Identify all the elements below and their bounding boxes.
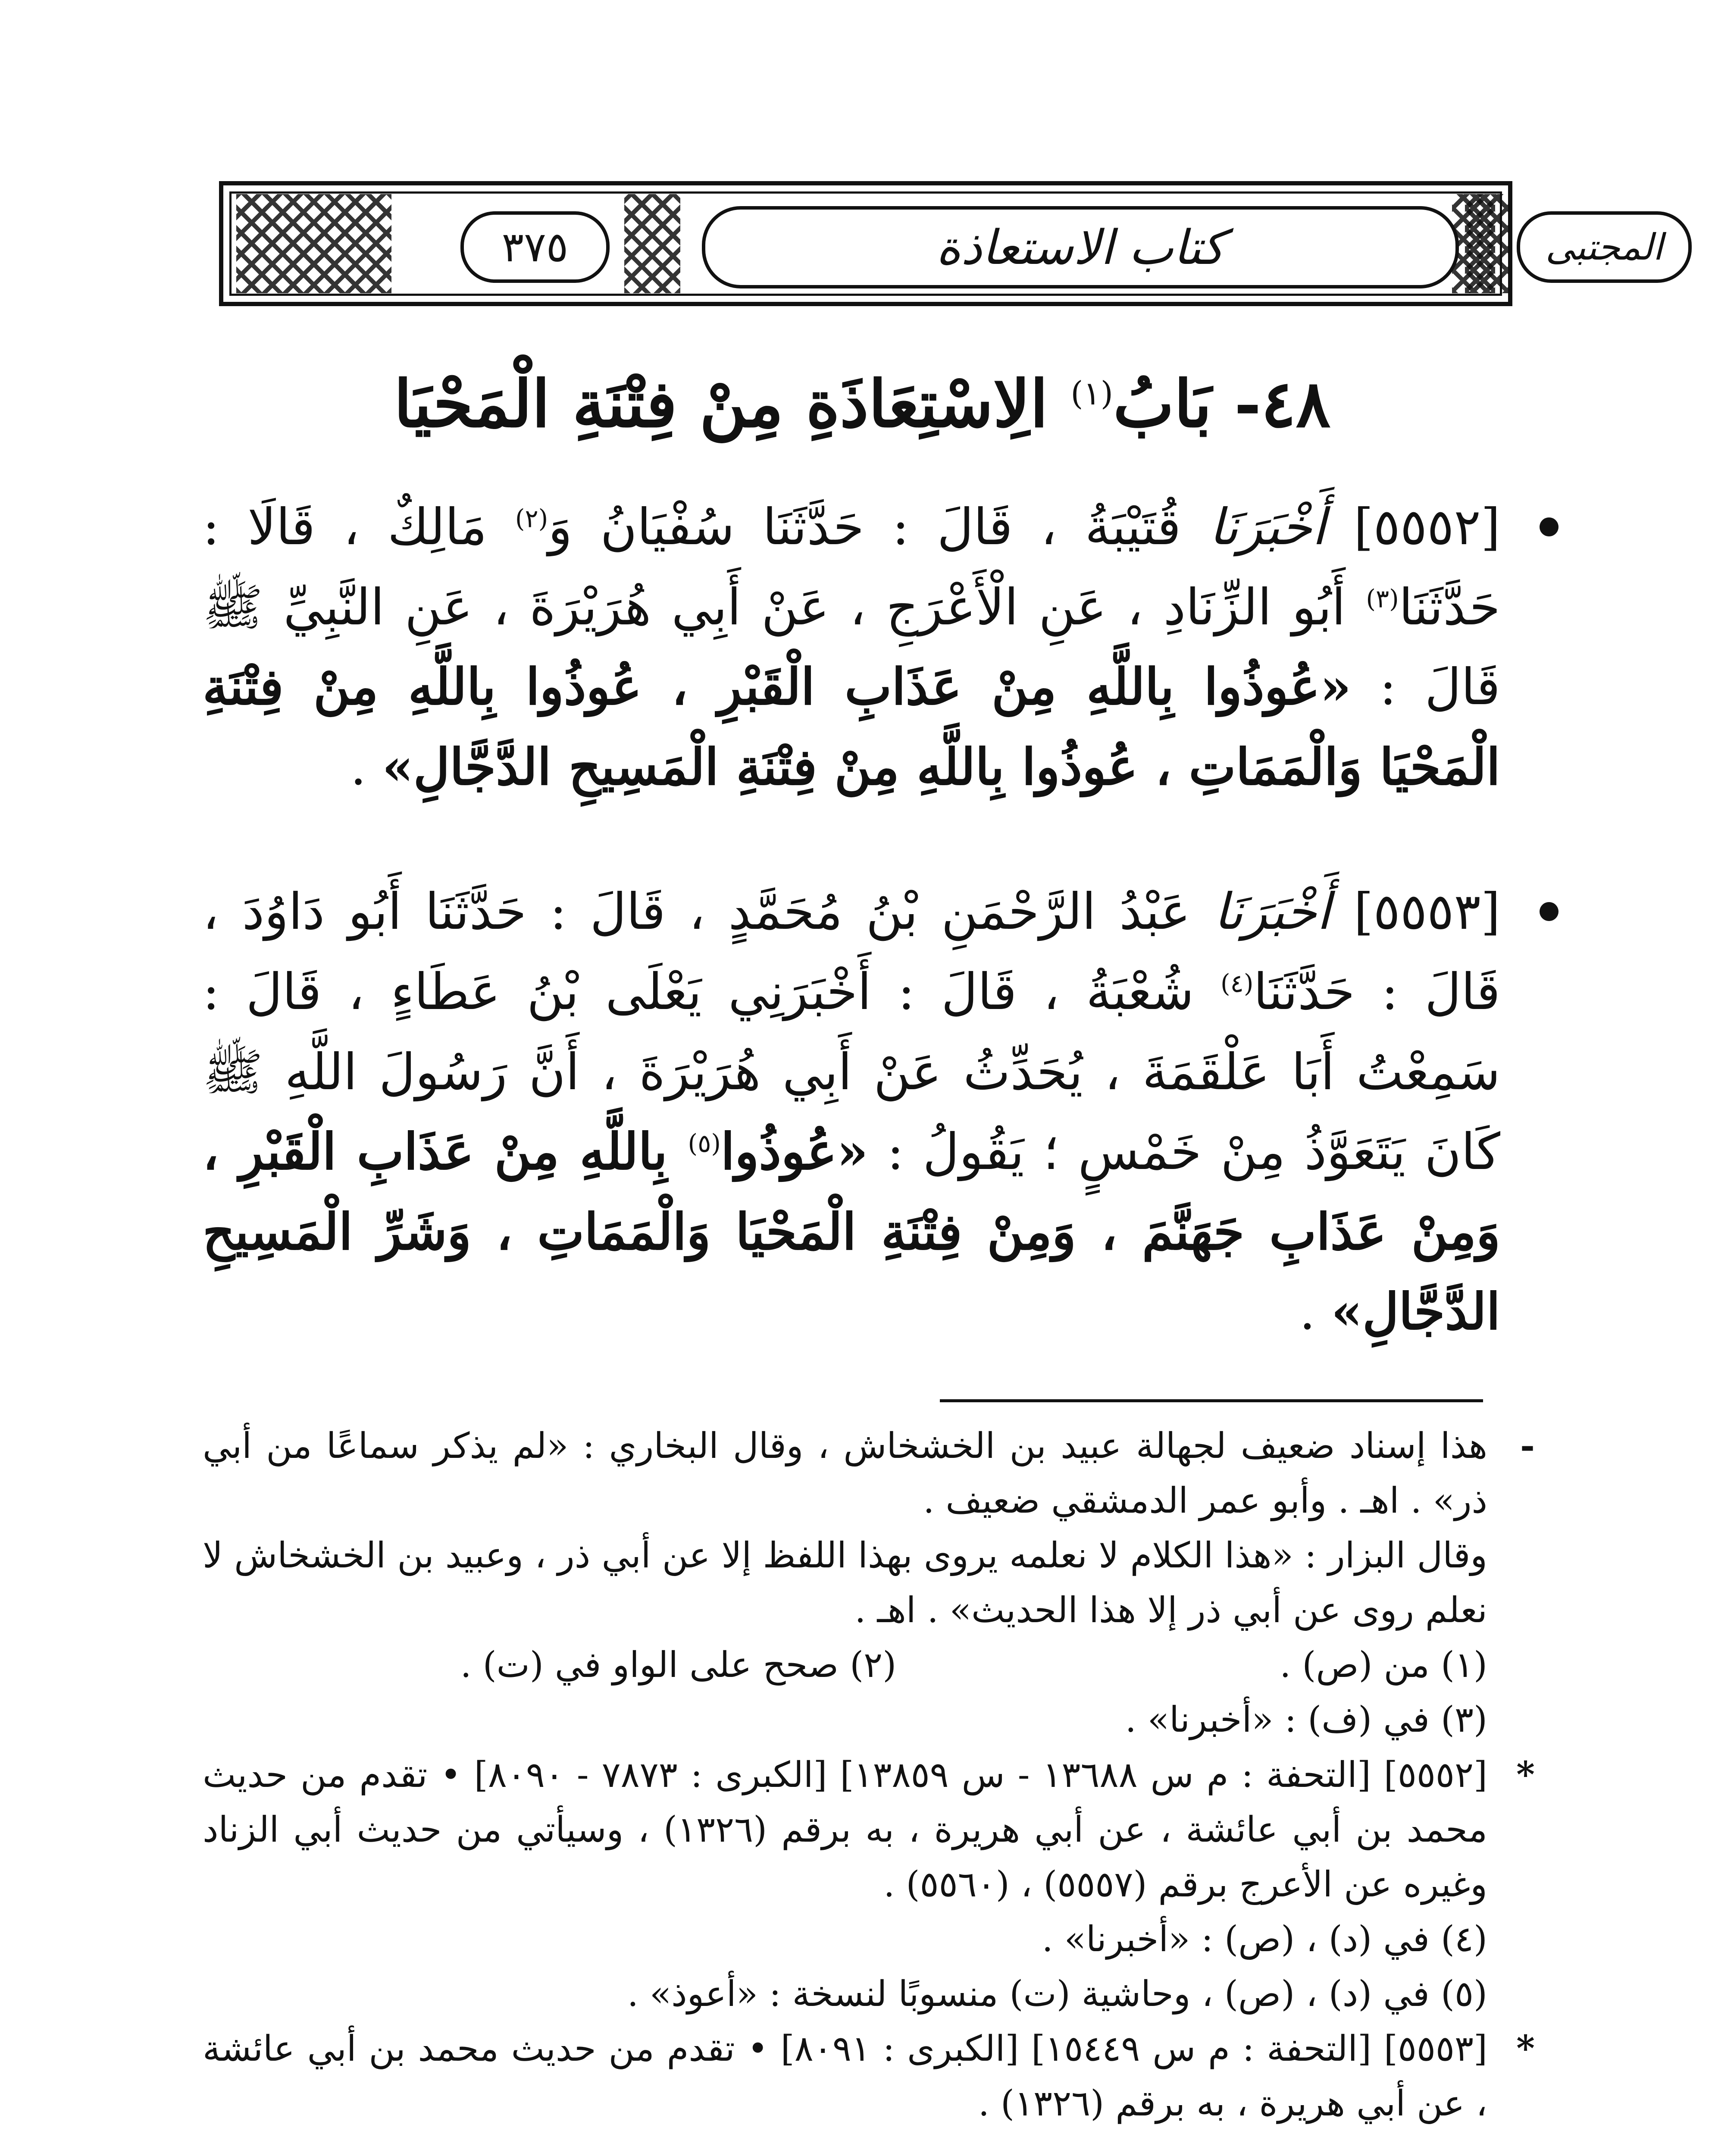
hadith-end: .	[350, 738, 382, 796]
star-icon: *	[1516, 2028, 1535, 2070]
footnote-text: (٣) في (ف) : «أخبرنا» .	[1125, 1699, 1487, 1741]
star-icon: *	[1516, 1754, 1535, 1796]
footnote-divider	[940, 1399, 1483, 1402]
chapter-title-text: الِاسْتِعَاذَةِ مِنْ فِتْنَةِ الْمَحْيَا	[394, 366, 1048, 442]
header-ornament-mid-right	[1465, 194, 1508, 293]
isnad-part: قُتَيْبَةُ ، قَالَ : حَدَّثَنَا سُفْيَانُ وَ	[548, 498, 1181, 556]
page-number: ٣٧٥	[460, 211, 610, 283]
header-ornament-left	[236, 194, 391, 293]
footnote-marker: (٣)	[1366, 583, 1399, 613]
footnote-marker: (٢)	[515, 504, 548, 533]
hadith-end: .	[1299, 1283, 1331, 1341]
footnote-text: (٤) في (د) ، (ص) : «أخبرنا» .	[1042, 1918, 1487, 1960]
footnote-pair	[203, 1638, 1535, 1692]
footnote-1: (١) من (ص) .	[1280, 1645, 1487, 1686]
footnote-carryover-continued	[203, 1528, 1535, 1638]
matn-text: «عُوذُوا	[720, 1122, 868, 1181]
footnote-marker: (٥)	[688, 1128, 721, 1158]
main-text	[203, 487, 1535, 1417]
bullet-icon	[1540, 517, 1559, 536]
hadith-5553	[203, 872, 1535, 1352]
hadith-number: [٥٥٥٢]	[1354, 498, 1500, 556]
footnote-carryover	[203, 1419, 1535, 1528]
hadith-number: [٥٥٥٣]	[1354, 883, 1501, 941]
carryover-dash: -	[1520, 1425, 1535, 1467]
hadith-5552	[203, 487, 1535, 807]
footnote-2: (٢) صحح على الواو في (ت) .	[460, 1645, 897, 1686]
footnote-4	[203, 1912, 1535, 1967]
book-logo: المجتبى	[1517, 211, 1692, 283]
reference-text: [٥٥٥٢] [التحفة : م س ١٣٦٨٨ - س ١٣٨٥٩] [الكبرى : ٧٨٧٣ - ٨٠٩٠] • تقدم من حديث محمد بن أبي عائشة ، عن أبي هريرة ، به برقم (١٣٢٦) ، وسيأتي من حديث أبي الزناد وغيره عن الأعرج برقم (٥٥٥٧) ، (٥٥٦٠) .	[203, 1754, 1487, 1905]
footnote-5	[203, 1967, 1535, 2021]
isnad-part: مَالِكٌ ، قَالَا : حَدَّثَنَا	[203, 498, 1500, 636]
isnad-part: عَبْدُ الرَّحْمَنِ بْنُ مُحَمَّدٍ ، قَالَ : حَدَّثَنَا أَبُو دَاوُدَ ، قَالَ : حَدَّثَنَا	[203, 883, 1500, 1021]
footnotes	[203, 1419, 1535, 2131]
chapter-footnote-marker: (١)	[1070, 374, 1114, 412]
running-title: كتاب الاستعاذة	[702, 206, 1459, 288]
chapter-title	[259, 362, 1466, 446]
hadith-lead: أَخْبَرَنَا	[1209, 498, 1326, 556]
isnad-part: شُعْبَةُ ، قَالَ : أَخْبَرَنِي يَعْلَى بْنُ عَطَاءٍ ، قَالَ : سَمِعْتُ أَبَا عَلْقَمَةَ ، يُحَدِّثُ عَنْ أَبِي هُرَيْرَةَ ، أَنَّ رَسُولَ اللَّهِ ﷺ كَانَ يَتَعَوَّذُ مِنْ خَمْسٍ ؛ يَقُولُ :	[203, 962, 1500, 1181]
footnote-marker: (٤)	[1221, 968, 1254, 998]
matn-text: بِاللَّهِ مِنْ عَذَابِ الْقَبْرِ ، وَمِنْ عَذَابِ جَهَنَّمَ ، وَمِنْ فِتْنَةِ الْمَحْيَا وَالْمَمَاتِ ، وَشَرِّ الْمَسِيحِ الدَّجَّالِ»	[203, 1122, 1500, 1341]
bullet-icon	[1540, 902, 1559, 921]
reference-text: [٥٥٥٣] [التحفة : م س ١٥٤٤٩] [الكبرى : ٨٠٩١] • تقدم من حديث محمد بن أبي عائشة ، عن أبي هريرة ، به برقم (١٣٢٦) .	[203, 2028, 1487, 2125]
footnote-3	[203, 1692, 1535, 1747]
reference-5552	[203, 1748, 1535, 1912]
footnote-text: وقال البزار : «هذا الكلام لا نعلمه يروى بهذا اللفظ إلا عن أبي ذر ، وعبيد بن الخشخاش لا نعلم روى عن أبي ذر إلا هذا الحديث» . اهـ .	[203, 1535, 1487, 1631]
hadith-lead: أَخْبَرَنَا	[1214, 883, 1331, 941]
isnad-part: أَبُو الزِّنَادِ ، عَنِ الْأَعْرَجِ ، عَنْ أَبِي هُرَيْرَةَ ، عَنِ النَّبِيِّ ﷺ قَالَ :	[203, 578, 1500, 717]
page-header	[219, 181, 1663, 306]
footnote-text: هذا إسناد ضعيف لجهالة عبيد بن الخشخاش ، وقال البخاري : «لم يذكر سماعًا من أبي ذر» . اهـ . وأبو عمر الدمشقي ضعيف .	[203, 1426, 1487, 1522]
chapter-title-prefix: ٤٨- بَابُ	[1113, 366, 1331, 442]
reference-5553	[203, 2021, 1535, 2131]
footnote-text: (٥) في (د) ، (ص) ، وحاشية (ت) منسوبًا لنسخة : «أعوذ» .	[627, 1973, 1487, 2015]
matn-text: «عُوذُوا بِاللَّهِ مِنْ عَذَابِ الْقَبْرِ ، عُوذُوا بِاللَّهِ مِنْ فِتْنَةِ الْمَحْيَا وَالْمَمَاتِ ، عُوذُوا بِاللَّهِ مِنْ فِتْنَةِ الْمَسِيحِ الدَّجَّالِ»	[203, 658, 1500, 796]
header-ornament-mid-left	[624, 194, 680, 293]
